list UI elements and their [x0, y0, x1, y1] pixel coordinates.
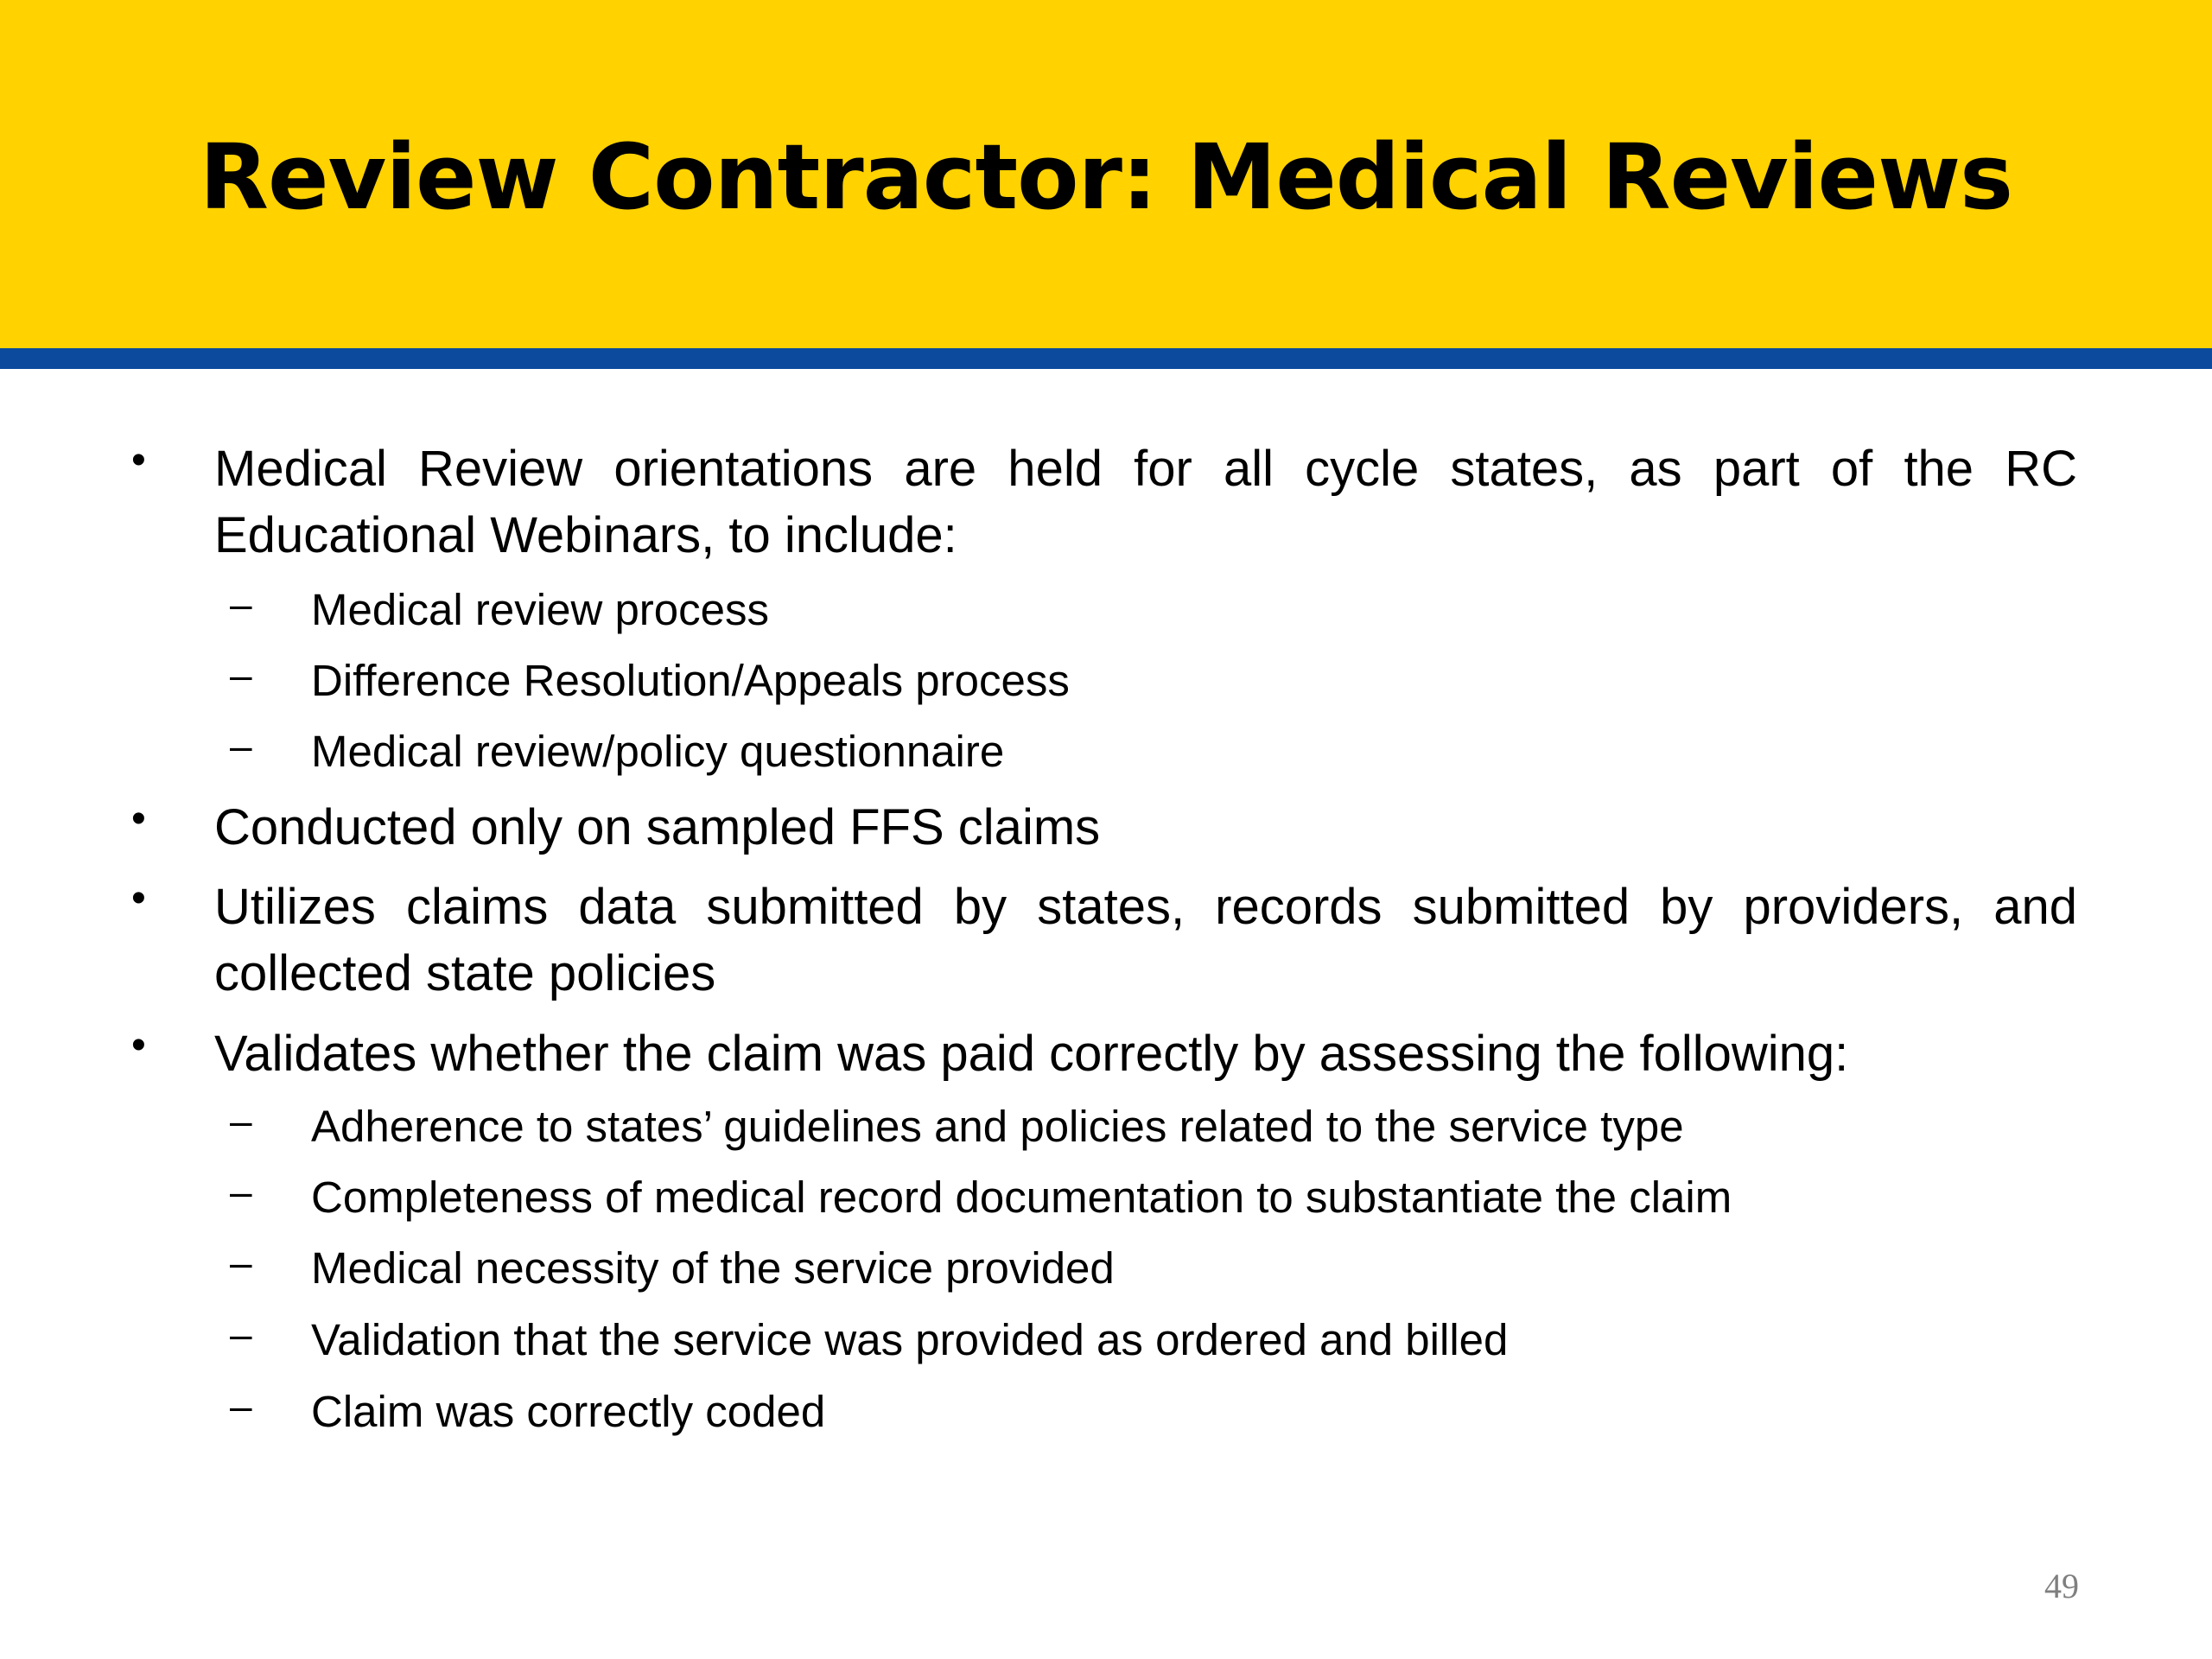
sub-bullet-text: Medical review process — [311, 585, 770, 634]
bullet-dot-icon: • — [131, 875, 146, 921]
bullet-text-line: Validates whether the claim was paid correctly by assessing the following: — [214, 1026, 1849, 1082]
bullet-dot-icon: • — [131, 796, 146, 842]
bullet-dot-icon: • — [131, 437, 146, 483]
dash-icon: – — [230, 1169, 252, 1214]
sub-bullet-text: Adherence to states’ guidelines and policies related to the service type — [311, 1102, 1684, 1151]
bullet-text-line: Medical Review orientations are held for all cycle states, as part of the RC — [214, 441, 2077, 497]
sub-bullet-text: Medical review/policy questionnaire — [311, 727, 1005, 776]
bullet-dot-icon: • — [131, 1022, 146, 1068]
sub-bullet-text: Difference Resolution/Appeals process — [311, 656, 1070, 705]
dash-icon: – — [230, 723, 252, 768]
sub-bullet-text: Completeness of medical record documentation to substantiate the claim — [311, 1173, 1732, 1222]
bullet-text-line: Conducted only on sampled FFS claims — [214, 799, 1101, 855]
bullet-text-line: Utilizes claims data submitted by states, records submitted by providers, and — [214, 879, 2077, 935]
dash-icon: – — [230, 1312, 252, 1357]
slide-title: Review Contractor: Medical Reviews — [199, 124, 2013, 230]
dash-icon: – — [230, 1383, 252, 1428]
sub-bullet-text: Medical necessity of the service provided — [311, 1243, 1115, 1293]
dash-icon: – — [230, 652, 252, 697]
dash-icon: – — [230, 1098, 252, 1143]
bullet-text-line: collected state policies — [214, 945, 716, 1001]
sub-bullet-text: Claim was correctly coded — [311, 1387, 826, 1436]
page-number: 49 — [2044, 1567, 2079, 1605]
bullet-text-line: Educational Webinars, to include: — [214, 507, 957, 563]
sub-bullet-text: Validation that the service was provided as ordered and billed — [311, 1315, 1509, 1364]
dash-icon: – — [230, 582, 252, 626]
dash-icon: – — [230, 1240, 252, 1285]
